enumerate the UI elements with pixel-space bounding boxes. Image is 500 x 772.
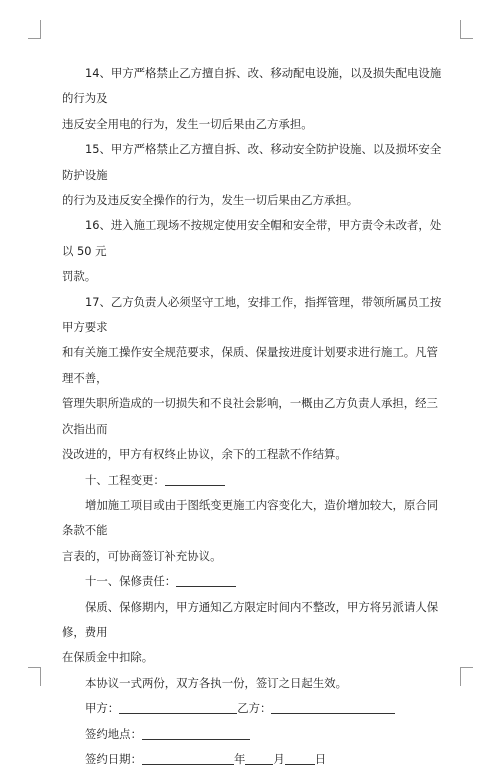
crop-mark-top-left xyxy=(28,20,41,39)
month-blank xyxy=(245,750,273,765)
clause-line: 16、进入施工现场不按规定使用安全帽和安全带，甲方责令未改者，处以 50 元 xyxy=(62,218,442,258)
clause-line: 违反安全用电的行为，发生一切后果由乙方承担。 xyxy=(62,116,313,131)
clause-line: 15、甲方严格禁止乙方擅自拆、改、移动安全防护设施、以及损坏安全防护设施 xyxy=(62,142,442,182)
party-b-label: 乙方： xyxy=(237,701,272,716)
closing-statement: 本协议一式两份，双方各执一份，签订之日起生效。 xyxy=(85,675,347,690)
clause-line: 和有关施工操作安全规范要求，保质、保量按进度计划要求进行施工。凡管理不善， xyxy=(62,345,438,385)
crop-mark-bottom-left xyxy=(28,667,41,686)
clause-line: 罚款。 xyxy=(62,269,97,284)
section-10-line: 增加施工项目或由于图纸变更施工内容变化大，造价增加较大，原合同条款不能 xyxy=(62,497,439,538)
clause-line: 没改进的，甲方有权终止协议，余下的工程款不作结算。 xyxy=(62,447,347,462)
crop-mark-bottom-right xyxy=(460,667,473,686)
section-11-heading xyxy=(62,569,442,594)
year-label: 年 xyxy=(233,751,246,766)
clause-line: 管理失职所造成的一切损失和不良社会影响，一概由乙方负责人承担，经三次指出而 xyxy=(62,396,438,436)
section-11-line: 在保质金中扣除。 xyxy=(62,650,154,665)
day-blank xyxy=(285,750,315,765)
section-11-line: 保质、保修期内，甲方通知乙方限定时间内不整改，甲方将另派请人保修，费用 xyxy=(62,599,439,639)
clause-line: 14、甲方严格禁止乙方擅自拆、改、移动配电设施，以及损失配电设施的行为及 xyxy=(62,66,442,106)
year-blank xyxy=(142,750,234,765)
location-label: 签约地点： xyxy=(85,726,142,741)
clause-15 xyxy=(62,137,442,213)
section-10-line: 言表的，可协商签订补充协议。 xyxy=(62,548,222,563)
location-blank xyxy=(142,725,250,740)
signature-location xyxy=(62,722,442,747)
clause-line: 17、乙方负责人必须坚守工地，安排工作，指挥管理，带领所属员工按甲方要求 xyxy=(62,294,442,335)
fill-blank xyxy=(176,572,236,587)
clause-17 xyxy=(62,290,442,468)
clause-16 xyxy=(62,213,442,289)
document-body xyxy=(62,61,442,772)
day-label: 日 xyxy=(314,751,327,766)
signature-date xyxy=(62,747,442,772)
fill-blank xyxy=(165,471,225,486)
section-10-heading xyxy=(62,468,442,493)
date-label: 签约日期： xyxy=(85,751,142,766)
section-heading-text: 十、工程变更： xyxy=(85,472,165,487)
crop-mark-top-right xyxy=(460,20,473,39)
party-a-label: 甲方： xyxy=(85,701,120,716)
section-heading-text: 十一、保修责任： xyxy=(85,574,177,589)
signature-parties xyxy=(62,696,442,721)
clause-line: 的行为及违反安全操作的行为，发生一切后果由乙方承担。 xyxy=(62,193,359,208)
month-label: 月 xyxy=(273,751,285,766)
clause-14 xyxy=(62,61,442,137)
